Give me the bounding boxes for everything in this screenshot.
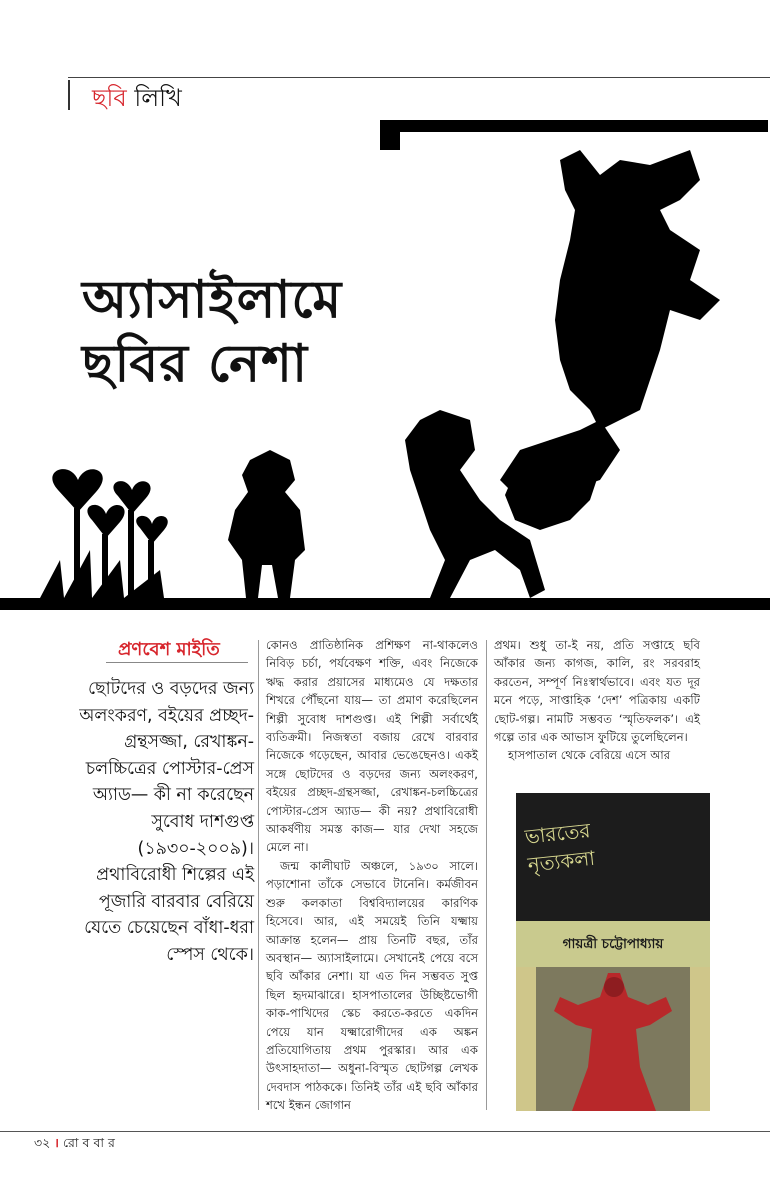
- dancer-figure: [516, 967, 710, 1111]
- top-bar: [380, 120, 768, 132]
- folio-separator: ।: [54, 1135, 59, 1150]
- standfirst: ছোটদের ও বড়দের জন্য অলংকরণ, বইয়ের প্রচ্ছদ-গ্রন্থসজ্জা, রেখাঙ্কন-চলচ্চিত্রের পোস্টার-প্রেস অ্যাড— কী না করেছেন সুবোধ দাশগুপ্ত (১৯৩০-২০০৯)। প্রথাবিরোধী শিল্পের এই পূজারি বারবার বেরিয়ে যেতে চেয়েছেন বাঁধা-ধরা স্পেস থেকে।: [79, 679, 254, 965]
- plant-stem-3: [128, 510, 134, 598]
- page-number: ৩২: [34, 1135, 51, 1150]
- page-folio: [34, 1134, 115, 1152]
- paragraph: কোনও প্রাতিষ্ঠানিক প্রশিক্ষণ না-থাকলেও নিবিড় চর্চা, পর্যবেক্ষণ শক্তি, এবং নিজেকে ঋদ্ধ করার প্রয়াসের মাধ্যমেও যে দক্ষতার শিখরে পৌঁছনো যায়— তা প্রমাণ করেছিলেন শিল্পী সুবোধ দাশগুপ্ত। এই শিল্পী সর্বার্থেই ব্যতিক্রমী। নিজস্বতা বজায় রেখে বারবার নিজেকে গড়েছেন, আবার ভেঙেছেনও। একই সঙ্গে ছোটদের ও বড়দের জন্য অলংকরণ, বইয়ের প্রচ্ছদ-গ্রন্থসজ্জা, রেখাঙ্কন-চলচ্চিত্রের পোস্টার-প্রেস অ্যাড— কী নয়? প্রথাবিরোধী আকর্ষণীয় সমস্ত কাজ— যার দেখা সহজে মেলে না।: [266, 638, 478, 855]
- headline-line-1: অ্যাসাইলামে: [82, 270, 343, 330]
- section-label-accent: ছবি: [92, 84, 127, 112]
- book-cover-image: [516, 793, 710, 1111]
- author-rule: [106, 662, 248, 663]
- article-column-2: [494, 636, 700, 765]
- article-column-1: [266, 636, 478, 1115]
- headline: [82, 268, 342, 396]
- section-bar: [68, 80, 70, 110]
- heart-plant-2: [87, 505, 124, 538]
- section-label: [92, 82, 182, 114]
- paragraph: হাসপাতাল থেকে বেরিয়ে এসে আর: [508, 748, 671, 763]
- column-divider-2: [486, 640, 487, 1110]
- footer-rule: [0, 1131, 770, 1132]
- column-divider-1: [258, 640, 259, 1110]
- heart-plant-4: [136, 516, 168, 544]
- paragraph: প্রথম। শুধু তা-ই নয়, প্রতি সপ্তাহে ছবি আঁকার জন্য কাগজ, কালি, রং সরবরাহ করতেন, সম্পূর্ণ নিঃস্বার্থভাবে। এবং যত দূর মনে পড়ে, সাপ্তাহিক ‘দেশ’ পত্রিকায় একটি ছোট-গল্প। নামটি সম্ভবত ‘স্মৃতিফলক’। এই গল্পে তার এক আভাস ফুটিয়ে তুলেছিলেন।: [494, 638, 700, 745]
- section-rule: [68, 77, 770, 78]
- top-bar-end: [380, 120, 400, 150]
- author-byline: প্রণবেশ মাইতি: [118, 639, 220, 660]
- book-cover-author: গায়ত্রী চট্টোপাধ্যায়: [562, 936, 664, 952]
- ground-line: [0, 598, 770, 610]
- paragraph: জন্ম কালীঘাট অঞ্চলে, ১৯৩০ সালে। পড়াশোনা তাঁকে সেভাবে টানেনি। কর্মজীবন শুরু কলকাতা বিশ্ববিদ্যালয়ের কারণিক হিসেবে। আর, এই সময়েই তিনি যক্ষ্মায় আক্রান্ত হলেন— প্রায় তিনটি বছর, তাঁর অবস্থান— অ্যাসাইলামে। সেখানেই পেয়ে বসে ছবি আঁকার নেশা। যা এত দিন সম্ভবত সুপ্ত ছিল হৃদমাঝারে। হাসপাতালের উচ্ছিষ্টভোগী কাক-পাখিদের স্কেচ করতে-করতে একদিন পেয়ে যান যক্ষ্মারোগীদের এক অঙ্কন প্রতিযোগিতায় প্রথম পুরস্কার। আর এক উৎসাহদাতা— অধুনা-বিস্মৃত ছোটগল্প লেখক দেবদাস পাঠককে। তিনিই তাঁর এই ছবি আঁকার শখে ইন্ধন জোগান: [266, 858, 478, 1113]
- boy-figure: [228, 450, 305, 598]
- magazine-name: রো ব বা র: [62, 1135, 115, 1150]
- book-cover-title: ভারতের নৃত্যকলা: [523, 818, 597, 877]
- section-label-text: লিখি: [134, 84, 182, 112]
- hanging-figure: [555, 150, 720, 430]
- headline-line-2: ছবির নেশা: [82, 334, 309, 394]
